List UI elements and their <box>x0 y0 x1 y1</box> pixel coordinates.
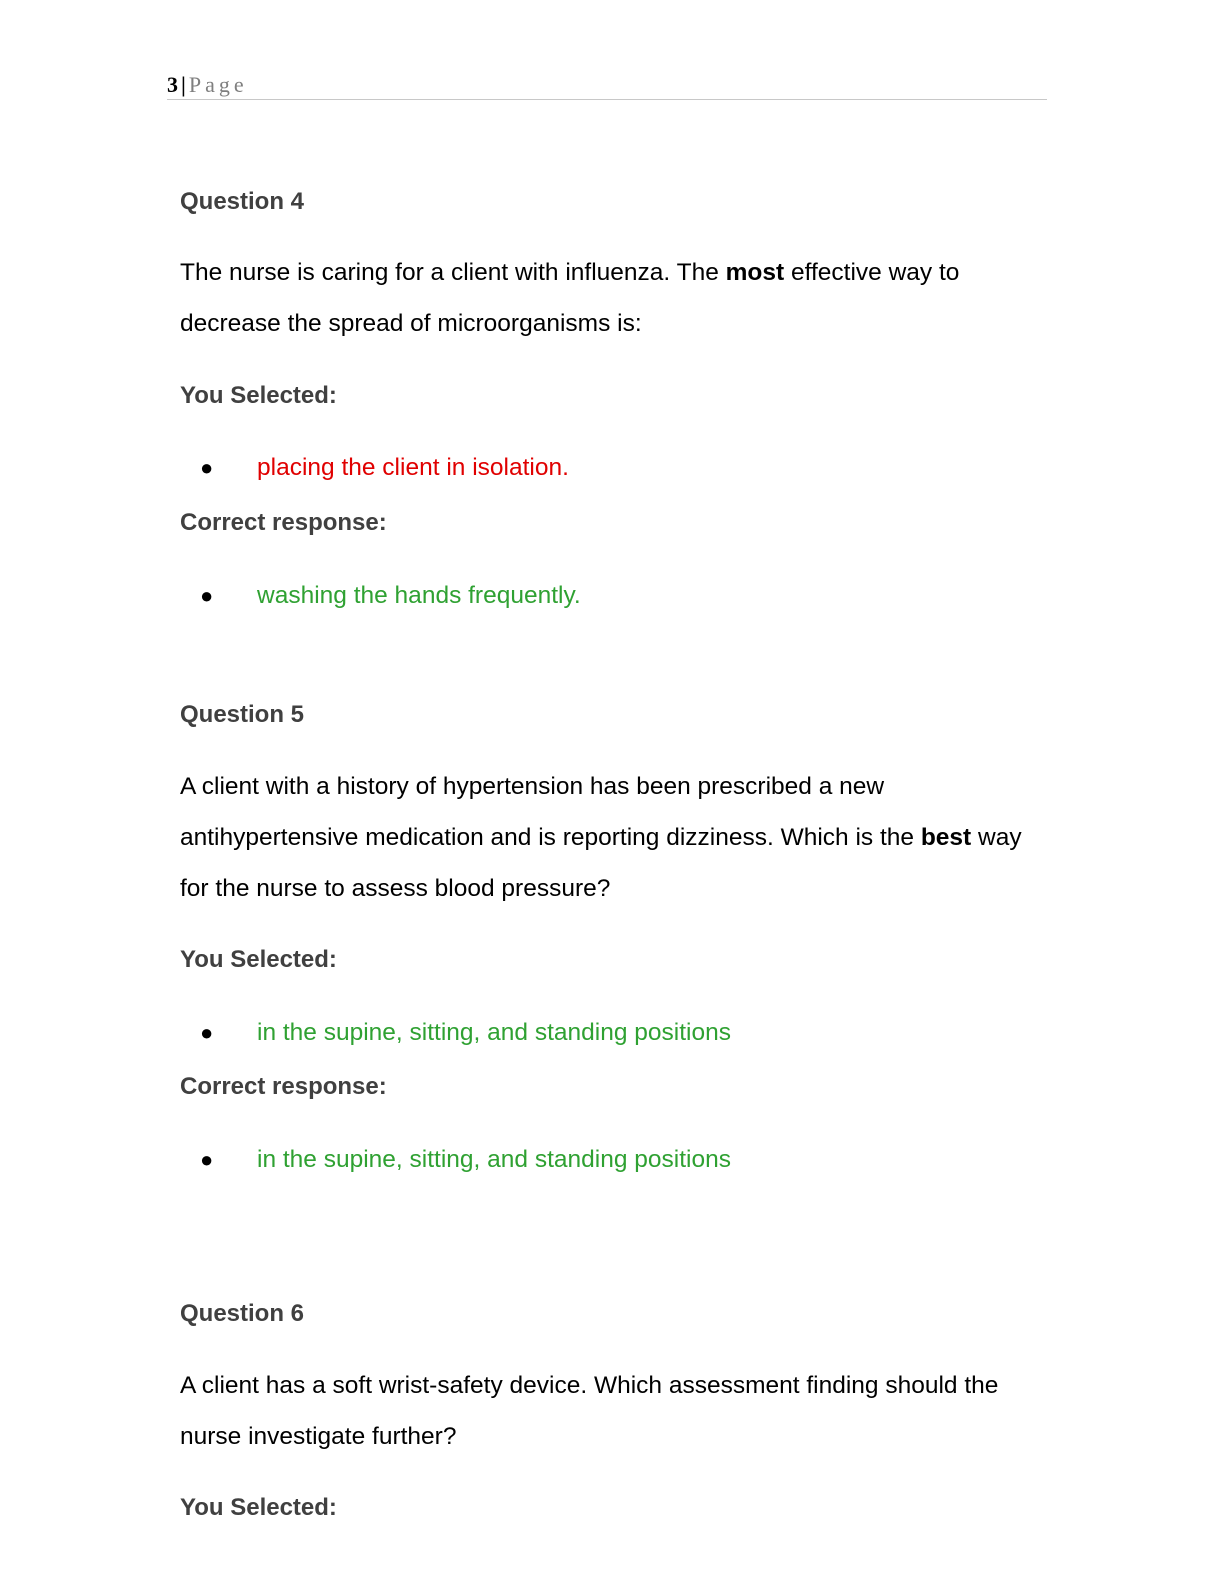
question-4-correct-answer <box>200 580 581 612</box>
question-5-text-part: way for the nurse to assess blood pressure? <box>180 824 1022 902</box>
page-header <box>167 70 1047 100</box>
question-4-heading: Question 4 <box>180 188 305 215</box>
question-6-heading: Question 6 <box>180 1300 305 1327</box>
question-4-text <box>180 247 1040 349</box>
question-5-correct-answer <box>200 1144 731 1176</box>
question-5-selected-label: You Selected: <box>180 946 337 973</box>
question-4-text-part: The nurse is caring for a client with influenza. The <box>180 259 726 286</box>
question-5-correct-text: in the supine, sitting, and standing positions <box>257 1146 731 1173</box>
page-number: 3 <box>167 72 178 97</box>
bullet-icon: ● <box>200 583 214 608</box>
bullet-icon: ● <box>200 1020 214 1045</box>
page-label: Page <box>188 72 248 97</box>
question-4-selected-label: You Selected: <box>180 382 337 409</box>
question-5-selected-answer <box>200 1017 731 1049</box>
question-5-text-part: A client with a history of hypertension has been prescribed a new antihypertensive medication and is reporting dizziness. Which is the <box>180 773 921 851</box>
question-4-correct-text: washing the hands frequently. <box>257 582 581 609</box>
question-5-heading: Question 5 <box>180 701 305 728</box>
question-4-correct-label: Correct response: <box>180 509 387 536</box>
question-5-text <box>180 761 1040 914</box>
question-6-selected-label: You Selected: <box>180 1494 337 1521</box>
page-separator: | <box>181 72 186 97</box>
bullet-icon: ● <box>200 455 214 480</box>
question-4-selected-answer <box>200 452 569 484</box>
question-4-selected-text: placing the client in isolation. <box>257 454 569 481</box>
question-6-text: A client has a soft wrist-safety device. Which assessment finding should the nurse investigate further? <box>180 1372 999 1450</box>
question-5-emphasis: best <box>920 824 972 851</box>
bullet-icon: ● <box>200 1147 214 1172</box>
question-5-selected-text: in the supine, sitting, and standing positions <box>257 1019 731 1046</box>
question-4-emphasis: most <box>725 259 785 286</box>
question-5-correct-label: Correct response: <box>180 1073 387 1100</box>
question-4-text-part: effective way to decrease the spread of microorganisms is: <box>180 259 960 337</box>
